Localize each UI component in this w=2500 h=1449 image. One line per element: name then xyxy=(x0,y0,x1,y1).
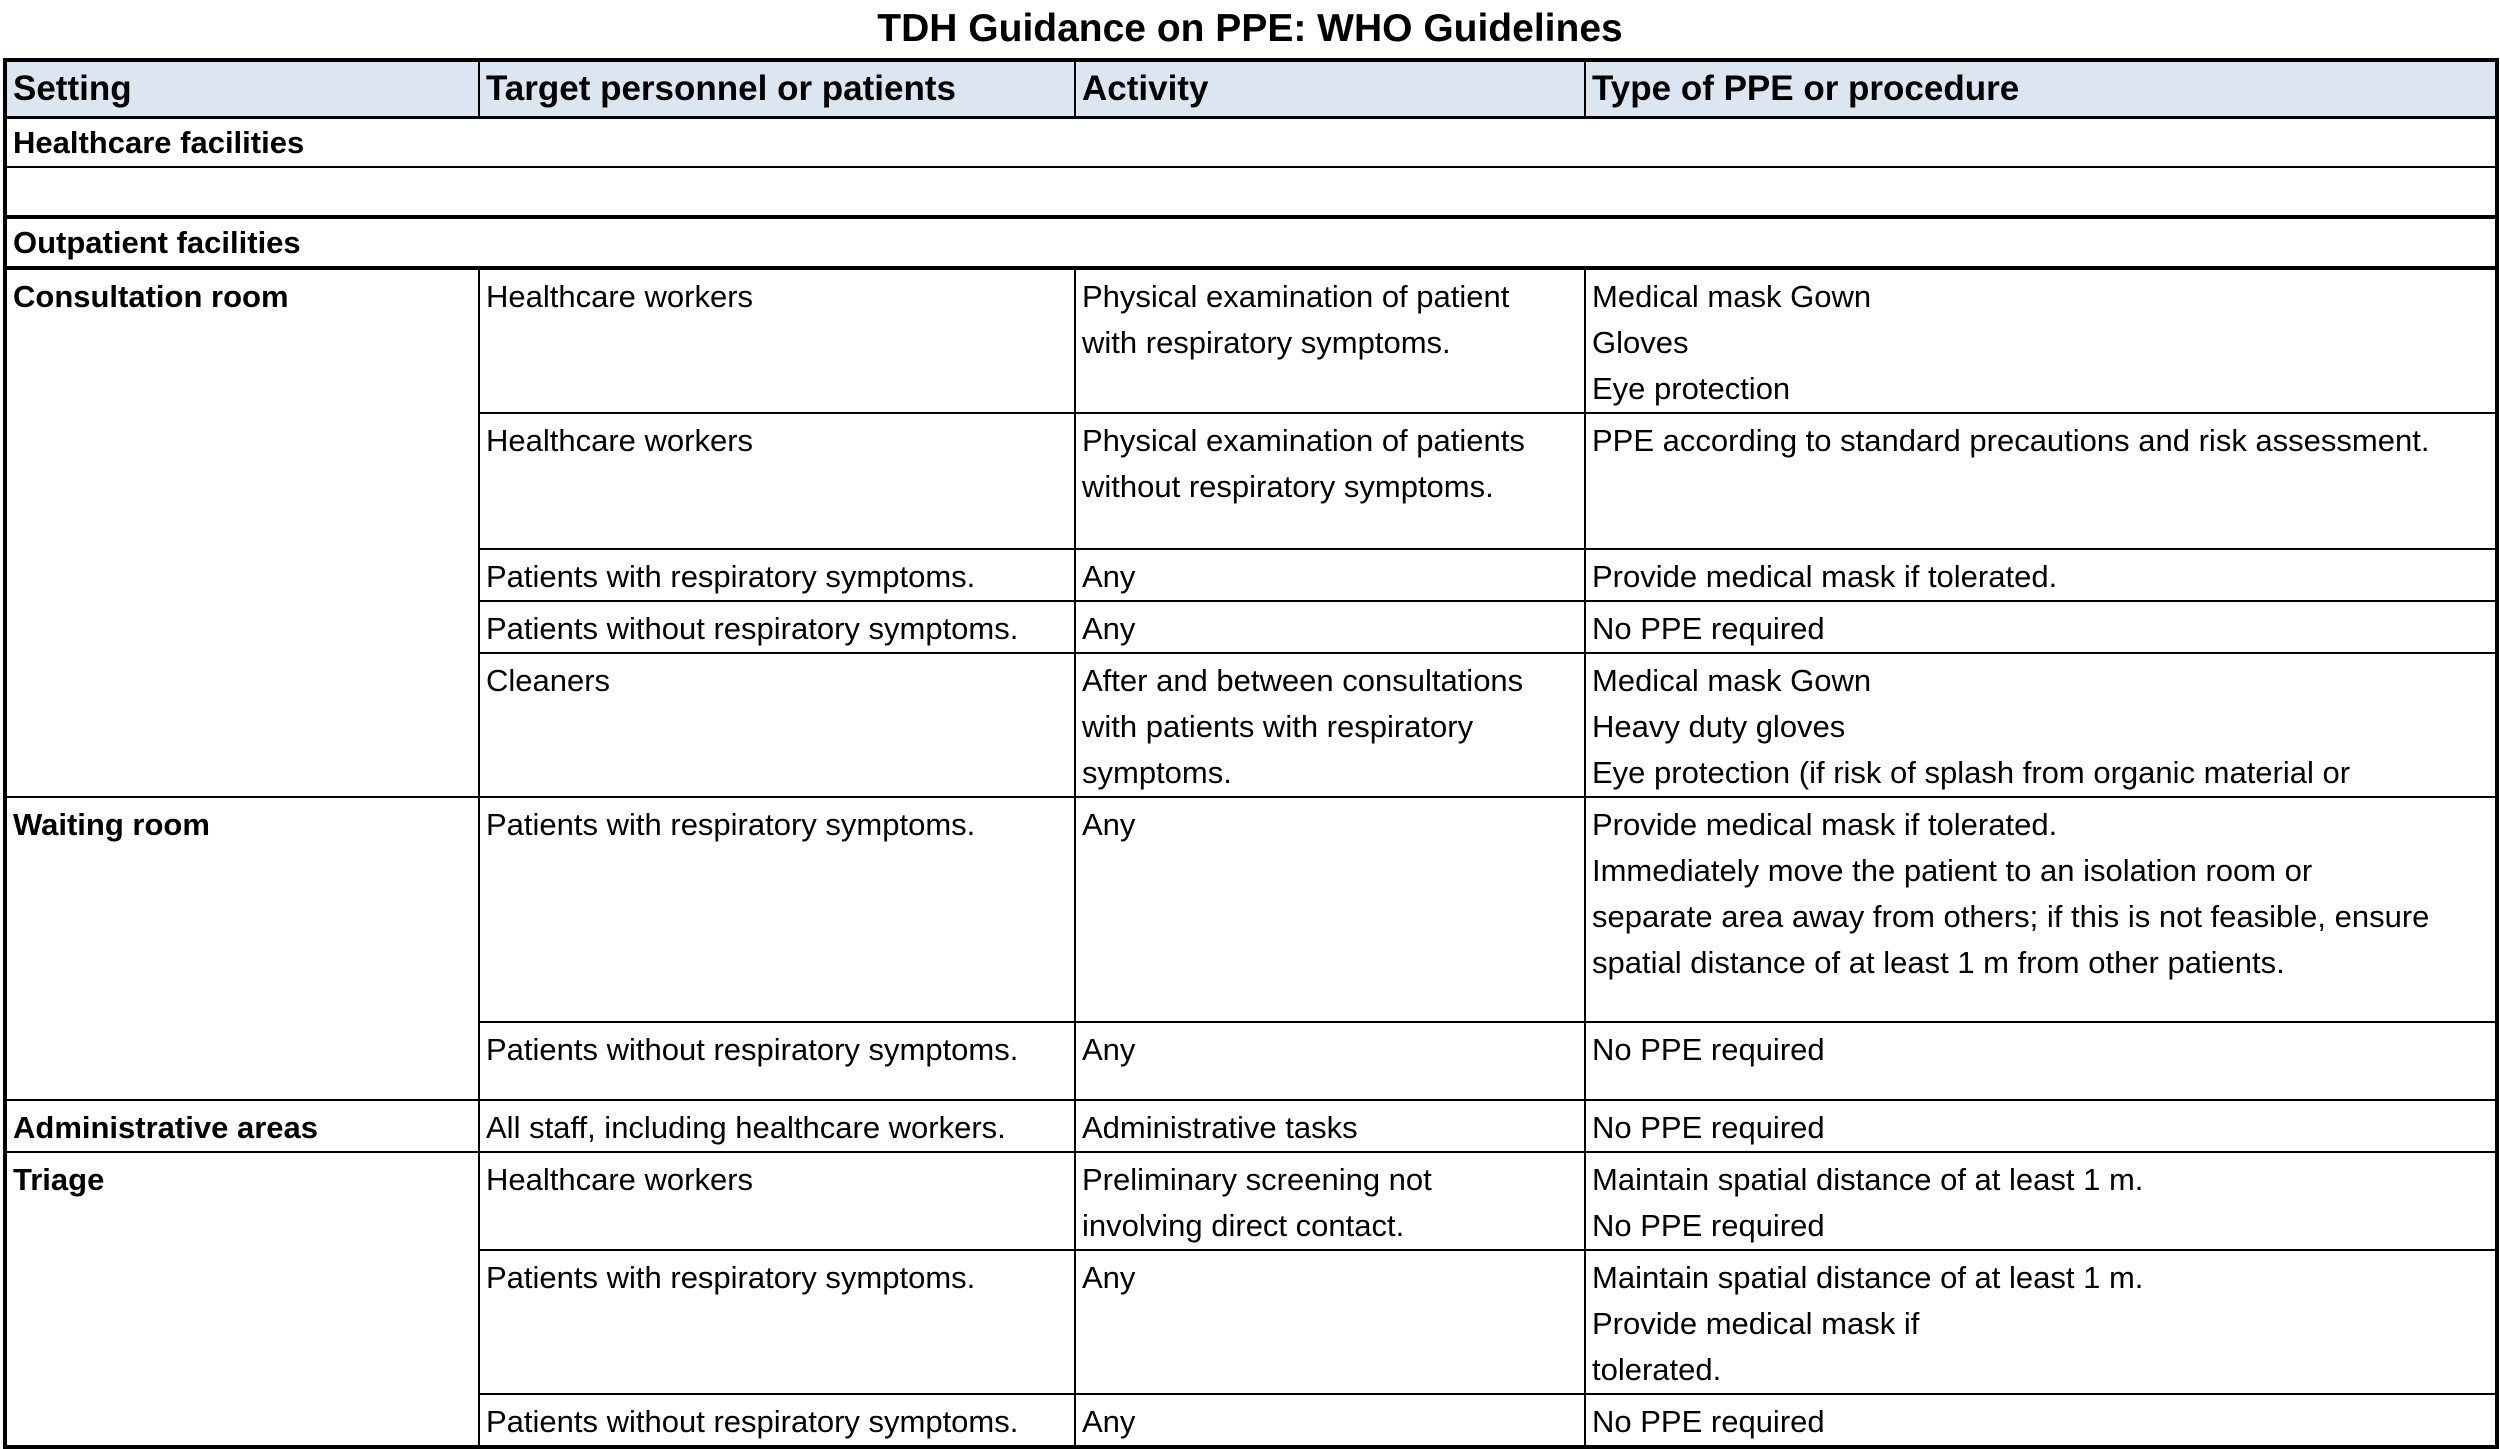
ppe-guidance-table xyxy=(3,58,2499,1449)
setting-waiting-room: Waiting room xyxy=(5,797,479,1100)
target-cell: Patients with respiratory symptoms. xyxy=(479,549,1075,601)
activity-cell: Any xyxy=(1075,1250,1585,1394)
target-cell: Patients without respiratory symptoms. xyxy=(479,1022,1075,1100)
ppe-cell: No PPE required xyxy=(1585,1100,2497,1152)
activity-cell: Any xyxy=(1075,549,1585,601)
ppe-cell: Medical mask Gown Gloves Eye protection xyxy=(1585,268,2497,413)
target-cell: Patients without respiratory symptoms. xyxy=(479,601,1075,653)
document-title: TDH Guidance on PPE: WHO Guidelines xyxy=(877,7,1623,50)
header-ppe: Type of PPE or procedure xyxy=(1585,60,2497,118)
spacer-row xyxy=(5,167,2497,217)
table-row xyxy=(5,268,2497,413)
target-cell: Patients with respiratory symptoms. xyxy=(479,797,1075,1022)
activity-cell: Any xyxy=(1075,1394,1585,1447)
setting-administrative-areas: Administrative areas xyxy=(5,1100,479,1152)
ppe-cell: No PPE required xyxy=(1585,601,2497,653)
target-cell: All staff, including healthcare workers. xyxy=(479,1100,1075,1152)
section-outpatient-facilities: Outpatient facilities xyxy=(5,217,2497,268)
table-row xyxy=(5,1100,2497,1152)
activity-cell: Preliminary screening not involving direct contact. xyxy=(1075,1152,1585,1250)
activity-cell: Administrative tasks xyxy=(1075,1100,1585,1152)
section-row-healthcare xyxy=(5,118,2497,168)
setting-triage: Triage xyxy=(5,1152,479,1447)
activity-cell: Any xyxy=(1075,797,1585,1022)
header-setting: Setting xyxy=(5,60,479,118)
ppe-cell: Provide medical mask if tolerated. Immediately move the patient to an isolation room or separate area away from others; if this is not feasible, ensure spatial distance of at least 1 m from other patients. xyxy=(1585,797,2497,1022)
ppe-cell: PPE according to standard precautions and risk assessment. xyxy=(1585,413,2497,549)
table-row xyxy=(5,797,2497,1022)
target-cell: Healthcare workers xyxy=(479,1152,1075,1250)
header-activity: Activity xyxy=(1075,60,1585,118)
ppe-cell: No PPE required xyxy=(1585,1022,2497,1100)
target-cell: Cleaners xyxy=(479,653,1075,797)
table-row xyxy=(5,1152,2497,1250)
ppe-cell: Provide medical mask if tolerated. xyxy=(1585,549,2497,601)
activity-cell: Physical examination of patient with respiratory symptoms. xyxy=(1075,268,1585,413)
target-cell: Patients with respiratory symptoms. xyxy=(479,1250,1075,1394)
section-row-outpatient xyxy=(5,217,2497,268)
activity-cell: Physical examination of patients without respiratory symptoms. xyxy=(1075,413,1585,549)
target-cell: Healthcare workers xyxy=(479,268,1075,413)
header-row xyxy=(5,60,2497,118)
section-healthcare-facilities: Healthcare facilities xyxy=(5,118,2497,168)
target-cell: Healthcare workers xyxy=(479,413,1075,549)
target-cell: Patients without respiratory symptoms. xyxy=(479,1394,1075,1447)
activity-cell: Any xyxy=(1075,601,1585,653)
ppe-cell: Medical mask Gown Heavy duty gloves Eye protection (if risk of splash from organic material or xyxy=(1585,653,2497,797)
header-target: Target personnel or patients xyxy=(479,60,1075,118)
ppe-cell: Maintain spatial distance of at least 1 m. No PPE required xyxy=(1585,1152,2497,1250)
ppe-cell: Maintain spatial distance of at least 1 m. Provide medical mask if tolerated. xyxy=(1585,1250,2497,1394)
activity-cell: After and between consultations with patients with respiratory symptoms. xyxy=(1075,653,1585,797)
activity-cell: Any xyxy=(1075,1022,1585,1100)
setting-consultation-room: Consultation room xyxy=(5,268,479,797)
empty-row xyxy=(5,167,2497,217)
ppe-cell: No PPE required xyxy=(1585,1394,2497,1447)
